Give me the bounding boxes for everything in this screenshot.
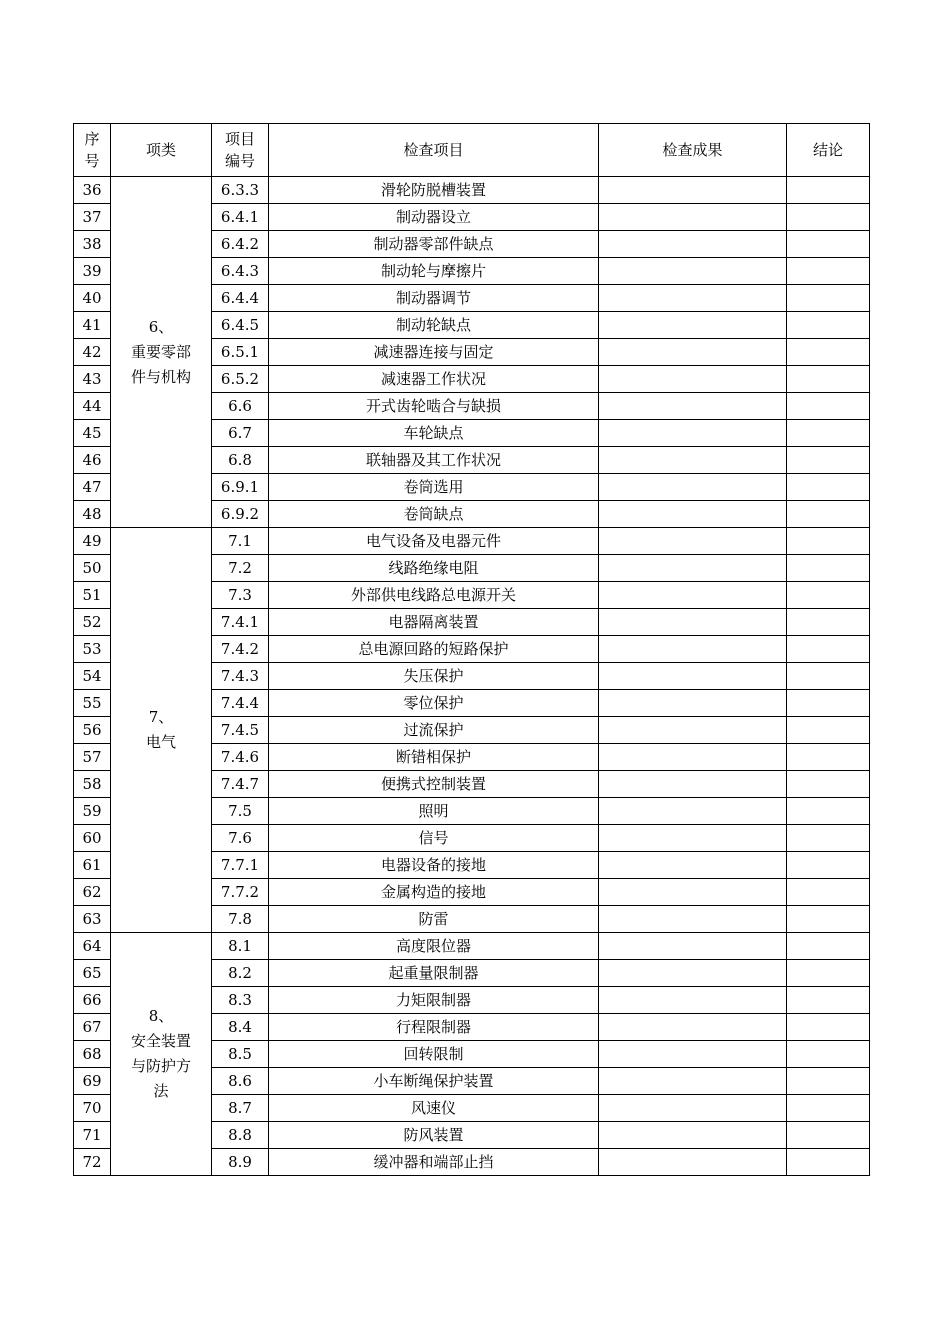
- category-cell: [111, 933, 212, 1176]
- row-result[interactable]: [599, 582, 787, 609]
- row-conclusion[interactable]: [787, 555, 870, 582]
- row-conclusion[interactable]: [787, 231, 870, 258]
- row-seq: 48: [74, 501, 111, 528]
- row-item: 电气设备及电器元件: [269, 528, 599, 555]
- table-row: [74, 528, 870, 555]
- row-conclusion[interactable]: [787, 879, 870, 906]
- row-item: 起重量限制器: [269, 960, 599, 987]
- row-item: 外部供电线路总电源开关: [269, 582, 599, 609]
- row-conclusion[interactable]: [787, 285, 870, 312]
- row-conclusion[interactable]: [787, 825, 870, 852]
- row-conclusion[interactable]: [787, 447, 870, 474]
- row-conclusion[interactable]: [787, 933, 870, 960]
- row-conclusion[interactable]: [787, 987, 870, 1014]
- header-item: 检查项目: [269, 124, 599, 177]
- row-code: 7.8: [212, 906, 269, 933]
- row-conclusion[interactable]: [787, 960, 870, 987]
- row-result[interactable]: [599, 1122, 787, 1149]
- row-conclusion[interactable]: [787, 339, 870, 366]
- row-seq: 45: [74, 420, 111, 447]
- row-result[interactable]: [599, 744, 787, 771]
- row-seq: 67: [74, 1014, 111, 1041]
- row-result[interactable]: [599, 420, 787, 447]
- inspection-table: [73, 123, 870, 1176]
- row-item: 制动器调节: [269, 285, 599, 312]
- row-item: 联轴器及其工作状况: [269, 447, 599, 474]
- row-item: 减速器连接与固定: [269, 339, 599, 366]
- row-code: 6.5.1: [212, 339, 269, 366]
- row-seq: 43: [74, 366, 111, 393]
- row-result[interactable]: [599, 501, 787, 528]
- category-line: 重要零部: [130, 342, 191, 361]
- row-conclusion[interactable]: [787, 690, 870, 717]
- row-code: 6.6: [212, 393, 269, 420]
- row-item: 行程限制器: [269, 1014, 599, 1041]
- row-seq: 52: [74, 609, 111, 636]
- row-conclusion[interactable]: [787, 393, 870, 420]
- row-item: 便携式控制装置: [269, 771, 599, 798]
- row-code: 6.7: [212, 420, 269, 447]
- row-result[interactable]: [599, 1068, 787, 1095]
- row-item: 金属构造的接地: [269, 879, 599, 906]
- row-code: 8.7: [212, 1095, 269, 1122]
- row-code: 7.7.1: [212, 852, 269, 879]
- row-code: 6.4.4: [212, 285, 269, 312]
- row-code: 7.4.7: [212, 771, 269, 798]
- row-conclusion[interactable]: [787, 501, 870, 528]
- row-seq: 50: [74, 555, 111, 582]
- row-item: 卷筒选用: [269, 474, 599, 501]
- table-row: [74, 933, 870, 960]
- row-conclusion[interactable]: [787, 771, 870, 798]
- row-item: 缓冲器和端部止挡: [269, 1149, 599, 1176]
- row-item: 制动器设立: [269, 204, 599, 231]
- row-result[interactable]: [599, 447, 787, 474]
- row-conclusion[interactable]: [787, 366, 870, 393]
- row-seq: 66: [74, 987, 111, 1014]
- row-item: 信号: [269, 825, 599, 852]
- row-seq: 69: [74, 1068, 111, 1095]
- row-code: 8.9: [212, 1149, 269, 1176]
- row-conclusion[interactable]: [787, 528, 870, 555]
- row-result[interactable]: [599, 285, 787, 312]
- row-item: 制动器零部件缺点: [269, 231, 599, 258]
- row-conclusion[interactable]: [787, 636, 870, 663]
- header-conclusion: 结论: [787, 124, 870, 177]
- row-code: 8.4: [212, 1014, 269, 1041]
- row-conclusion[interactable]: [787, 717, 870, 744]
- row-seq: 55: [74, 690, 111, 717]
- row-conclusion[interactable]: [787, 663, 870, 690]
- category-line: 法: [153, 1082, 169, 1100]
- row-seq: 70: [74, 1095, 111, 1122]
- row-item: 滑轮防脱槽装置: [269, 177, 599, 204]
- row-conclusion[interactable]: [787, 474, 870, 501]
- row-conclusion[interactable]: [787, 609, 870, 636]
- row-result[interactable]: [599, 1014, 787, 1041]
- row-result[interactable]: [599, 231, 787, 258]
- row-seq: 57: [74, 744, 111, 771]
- row-conclusion[interactable]: [787, 906, 870, 933]
- row-code: 6.3.3: [212, 177, 269, 204]
- table-header: [74, 124, 870, 177]
- category-line: 6、: [148, 317, 174, 336]
- row-seq: 47: [74, 474, 111, 501]
- row-item: 过流保护: [269, 717, 599, 744]
- row-conclusion[interactable]: [787, 204, 870, 231]
- category-line: 7、: [148, 708, 174, 726]
- row-result[interactable]: [599, 339, 787, 366]
- row-result[interactable]: [599, 906, 787, 933]
- row-code: 8.1: [212, 933, 269, 960]
- row-code: 6.5.2: [212, 366, 269, 393]
- row-item: 力矩限制器: [269, 987, 599, 1014]
- header-seq-line: 号: [84, 152, 100, 170]
- row-code: 6.4.2: [212, 231, 269, 258]
- header-result: 检查成果: [599, 124, 787, 177]
- row-conclusion[interactable]: [787, 798, 870, 825]
- row-code: 8.5: [212, 1041, 269, 1068]
- row-item: 车轮缺点: [269, 420, 599, 447]
- category-cell: [111, 528, 212, 933]
- row-item: 照明: [269, 798, 599, 825]
- category-line: 与防护方: [130, 1057, 191, 1075]
- row-result[interactable]: [599, 663, 787, 690]
- row-code: 7.4.6: [212, 744, 269, 771]
- row-code: 7.4.3: [212, 663, 269, 690]
- category-line: 电气: [145, 733, 176, 751]
- row-seq: 71: [74, 1122, 111, 1149]
- row-seq: 39: [74, 258, 111, 285]
- row-conclusion[interactable]: [787, 1095, 870, 1122]
- row-result[interactable]: [599, 177, 787, 204]
- row-conclusion[interactable]: [787, 1041, 870, 1068]
- row-conclusion[interactable]: [787, 177, 870, 204]
- row-result[interactable]: [599, 609, 787, 636]
- row-seq: 44: [74, 393, 111, 420]
- row-item: 防风装置: [269, 1122, 599, 1149]
- row-code: 7.2: [212, 555, 269, 582]
- row-seq: 54: [74, 663, 111, 690]
- row-item: 开式齿轮啮合与缺损: [269, 393, 599, 420]
- row-result[interactable]: [599, 690, 787, 717]
- row-result[interactable]: [599, 879, 787, 906]
- row-result[interactable]: [599, 960, 787, 987]
- row-seq: 64: [74, 933, 111, 960]
- row-result[interactable]: [599, 474, 787, 501]
- row-result[interactable]: [599, 312, 787, 339]
- row-code: 7.4.2: [212, 636, 269, 663]
- row-result[interactable]: [599, 1095, 787, 1122]
- row-conclusion[interactable]: [787, 420, 870, 447]
- row-item: 线路绝缘电阻: [269, 555, 599, 582]
- row-code: 6.9.1: [212, 474, 269, 501]
- row-result[interactable]: [599, 933, 787, 960]
- table-body: [74, 177, 870, 1176]
- row-result[interactable]: [599, 366, 787, 393]
- row-item: 卷筒缺点: [269, 501, 599, 528]
- row-result[interactable]: [599, 771, 787, 798]
- row-result[interactable]: [599, 1149, 787, 1176]
- row-code: 7.6: [212, 825, 269, 852]
- row-code: 8.2: [212, 960, 269, 987]
- row-result[interactable]: [599, 636, 787, 663]
- row-conclusion[interactable]: [787, 258, 870, 285]
- row-seq: 68: [74, 1041, 111, 1068]
- row-seq: 41: [74, 312, 111, 339]
- row-conclusion[interactable]: [787, 1068, 870, 1095]
- header-row: [74, 124, 870, 177]
- row-conclusion[interactable]: [787, 1149, 870, 1176]
- header-code-line: 编号: [224, 152, 255, 170]
- row-result[interactable]: [599, 258, 787, 285]
- row-seq: 65: [74, 960, 111, 987]
- row-conclusion[interactable]: [787, 582, 870, 609]
- row-seq: 36: [74, 177, 111, 204]
- row-code: 7.5: [212, 798, 269, 825]
- row-item: 失压保护: [269, 663, 599, 690]
- row-code: 8.6: [212, 1068, 269, 1095]
- row-conclusion[interactable]: [787, 744, 870, 771]
- category-cell: [111, 177, 212, 528]
- row-item: 减速器工作状况: [269, 366, 599, 393]
- row-result[interactable]: [599, 1041, 787, 1068]
- row-item: 防雷: [269, 906, 599, 933]
- header-code-line: 项目: [224, 130, 255, 148]
- row-conclusion[interactable]: [787, 1014, 870, 1041]
- row-seq: 61: [74, 852, 111, 879]
- row-code: 6.4.3: [212, 258, 269, 285]
- row-code: 8.8: [212, 1122, 269, 1149]
- header-category: 项类: [111, 124, 212, 177]
- row-item: 回转限制: [269, 1041, 599, 1068]
- row-item: 制动轮缺点: [269, 312, 599, 339]
- header-seq-line: 序: [84, 130, 100, 148]
- row-item: 电器设备的接地: [269, 852, 599, 879]
- row-result[interactable]: [599, 987, 787, 1014]
- row-seq: 37: [74, 204, 111, 231]
- row-code: 6.4.5: [212, 312, 269, 339]
- category-line: 安全装置: [130, 1032, 191, 1050]
- row-result[interactable]: [599, 393, 787, 420]
- row-conclusion[interactable]: [787, 852, 870, 879]
- row-seq: 60: [74, 825, 111, 852]
- table-row: [74, 177, 870, 204]
- row-item: 风速仪: [269, 1095, 599, 1122]
- row-seq: 51: [74, 582, 111, 609]
- row-result[interactable]: [599, 555, 787, 582]
- row-seq: 49: [74, 528, 111, 555]
- row-seq: 38: [74, 231, 111, 258]
- row-seq: 56: [74, 717, 111, 744]
- row-code: 6.4.1: [212, 204, 269, 231]
- row-code: 7.4.4: [212, 690, 269, 717]
- row-item: 总电源回路的短路保护: [269, 636, 599, 663]
- category-line: 8、: [148, 1007, 174, 1025]
- row-seq: 63: [74, 906, 111, 933]
- row-seq: 46: [74, 447, 111, 474]
- header-seq: [74, 124, 111, 177]
- row-item: 零位保护: [269, 690, 599, 717]
- row-code: 7.4.5: [212, 717, 269, 744]
- row-result[interactable]: [599, 528, 787, 555]
- row-result[interactable]: [599, 825, 787, 852]
- row-code: 7.7.2: [212, 879, 269, 906]
- row-item: 高度限位器: [269, 933, 599, 960]
- row-item: 电器隔离装置: [269, 609, 599, 636]
- row-seq: 62: [74, 879, 111, 906]
- row-seq: 72: [74, 1149, 111, 1176]
- row-code: 6.9.2: [212, 501, 269, 528]
- row-code: 6.8: [212, 447, 269, 474]
- row-code: 8.3: [212, 987, 269, 1014]
- row-result[interactable]: [599, 798, 787, 825]
- header-code: [212, 124, 269, 177]
- row-seq: 59: [74, 798, 111, 825]
- row-seq: 42: [74, 339, 111, 366]
- row-conclusion[interactable]: [787, 312, 870, 339]
- row-code: 7.1: [212, 528, 269, 555]
- row-seq: 40: [74, 285, 111, 312]
- row-code: 7.3: [212, 582, 269, 609]
- row-item: 小车断绳保护装置: [269, 1068, 599, 1095]
- row-result[interactable]: [599, 204, 787, 231]
- row-item: 断错相保护: [269, 744, 599, 771]
- row-code: 7.4.1: [212, 609, 269, 636]
- category-line: 件与机构: [130, 367, 191, 386]
- row-seq: 53: [74, 636, 111, 663]
- row-seq: 58: [74, 771, 111, 798]
- row-conclusion[interactable]: [787, 1122, 870, 1149]
- row-item: 制动轮与摩擦片: [269, 258, 599, 285]
- row-result[interactable]: [599, 852, 787, 879]
- row-result[interactable]: [599, 717, 787, 744]
